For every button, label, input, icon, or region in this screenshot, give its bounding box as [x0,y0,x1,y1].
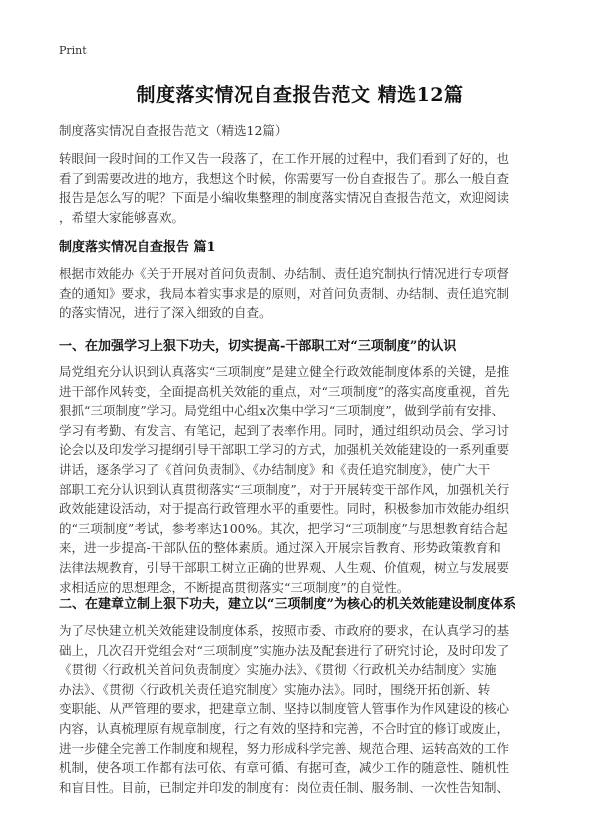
text-line: 论会以及印发学习提纲引导干部职工学习的方式，加强机关效能建设的一系列重要 [59,442,510,458]
text-line: 进干部作风转变，全面提高机关效能的重点，对“三项制度”的落实高度重视，首先 [59,383,510,399]
document-subtitle: 制度落实情况自查报告范文（精选12篇） [59,123,288,138]
text-line: 内容，认真梳理原有规章制度，行之有效的坚持和完善，不合时宜的修订或废止， [59,720,510,736]
text-line: 政效能建设活动，对于提高行政管理水平的重要性。同时，积极参加市效能办组织 [59,501,510,517]
text-line: 讲话，逐条学习了《首问负责制》、《办结制度》和《责任追究制度》，使广大干 [59,461,491,477]
document-title: 制度落实情况自查报告范文 精选12篇 [136,84,464,106]
text-line: 进一步健全完善工作制度和规程，努力形成科学完善、规范合理、运转高效的工作 [59,740,510,756]
heading-1: 一、在加强学习上狠下功夫，切实提高-干部职工对“三项制度”的认识 [59,339,457,354]
text-line: ，希望大家能够喜欢。 [59,209,185,225]
text-line: 来，进一步提高-干部队伍的整体素质。通过深入开展宗旨教育、形势政策教育和 [59,540,501,556]
text-line: 根据市效能办《关于开展对首问负责制、办结制、责任追究制执行情况进行专项督 [59,266,510,281]
text-line: 和盲目性。目前，已制定并印发的制度有：岗位责任制、服务制、一次性告知制、 [59,779,510,795]
text-line: 办法》、《贯彻〈行政机关责任追究制度〉实施办法》。同时，围绕开拓创新、转 [59,681,491,697]
text-line: 法律法规教育，引导干部职工树立正确的世界观、人生观、价值观，树立与发展要 [59,559,510,575]
text-line: 机制，使各项工作都有法可依、有章可循、有据可查，减少工作的随意性、随机性 [59,760,510,776]
text-line: 为了尽快建立机关效能建设制度体系，按照市委、市政府的要求，在认真学习的基 [59,623,510,638]
paragraph-2 [59,621,545,797]
text-line: 报告是怎么写的呢？下面是小编收集整理的制度落实情况自查报告范文，欢迎阅读 [59,190,510,206]
text-line: 部职工充分认识到认真贯彻落实“三项制度”，对于开展转变干部作风，加强机关行 [59,481,510,497]
heading-2: 二、在建章立制上狠下功夫，建立以“三项制度”为核心的机关效能建设制度体系 [59,597,516,612]
section-intro-paragraph [59,264,545,323]
paragraph-1 [59,362,545,597]
text-line: 查的通知》要求，我局本着实事求是的原则，对首问负责制、办结制、责任追究制 [59,285,510,301]
text-line: 狠抓“三项制度”学习。局党组中心组x次集中学习“三项制度”，做到学前有安排、 [59,403,505,419]
text-line: 的落实情况，进行了深入细致的自查。 [59,305,272,321]
text-line: 《贯彻〈行政机关首问负责制度〉实施办法》、《贯彻〈行政机关办结制度〉实施 [59,662,497,678]
text-line: 础上，几次召开党组会对“三项制度”实施办法及配套进行了研究讨论，及时印发了 [59,642,510,658]
text-line: 看了到需要改进的地方，我想这个时候，你需要写一份自查报告了。那么一般自查 [59,170,510,186]
text-line: 学习有考勤、有发言、有笔记，起到了表率作用。同时，通过组织动员会、学习讨 [59,422,510,438]
print-label[interactable]: Print [59,44,87,57]
text-line: 求相适应的思想理念，不断提高贯彻落实“三项制度”的自觉性。 [59,579,410,595]
intro-paragraph [59,149,545,227]
section-title: 制度落实情况自查报告 篇1 [59,240,216,255]
text-line: 的“三项制度”考试，参考率达100%。其次，把学习“三项制度”与思想教育结合起 [59,520,508,536]
text-line: 转眼间一段时间的工作又告一段落了，在工作开展的过程中，我们看到了好的，也 [59,151,510,166]
text-line: 局党组充分认识到认真落实“三项制度”是建立健全行政效能制度体系的关键，是推 [59,364,510,379]
text-line: 变职能、从严管理的要求，把建章立制、坚持以制度管人管事作为作风建设的核心 [59,701,510,717]
